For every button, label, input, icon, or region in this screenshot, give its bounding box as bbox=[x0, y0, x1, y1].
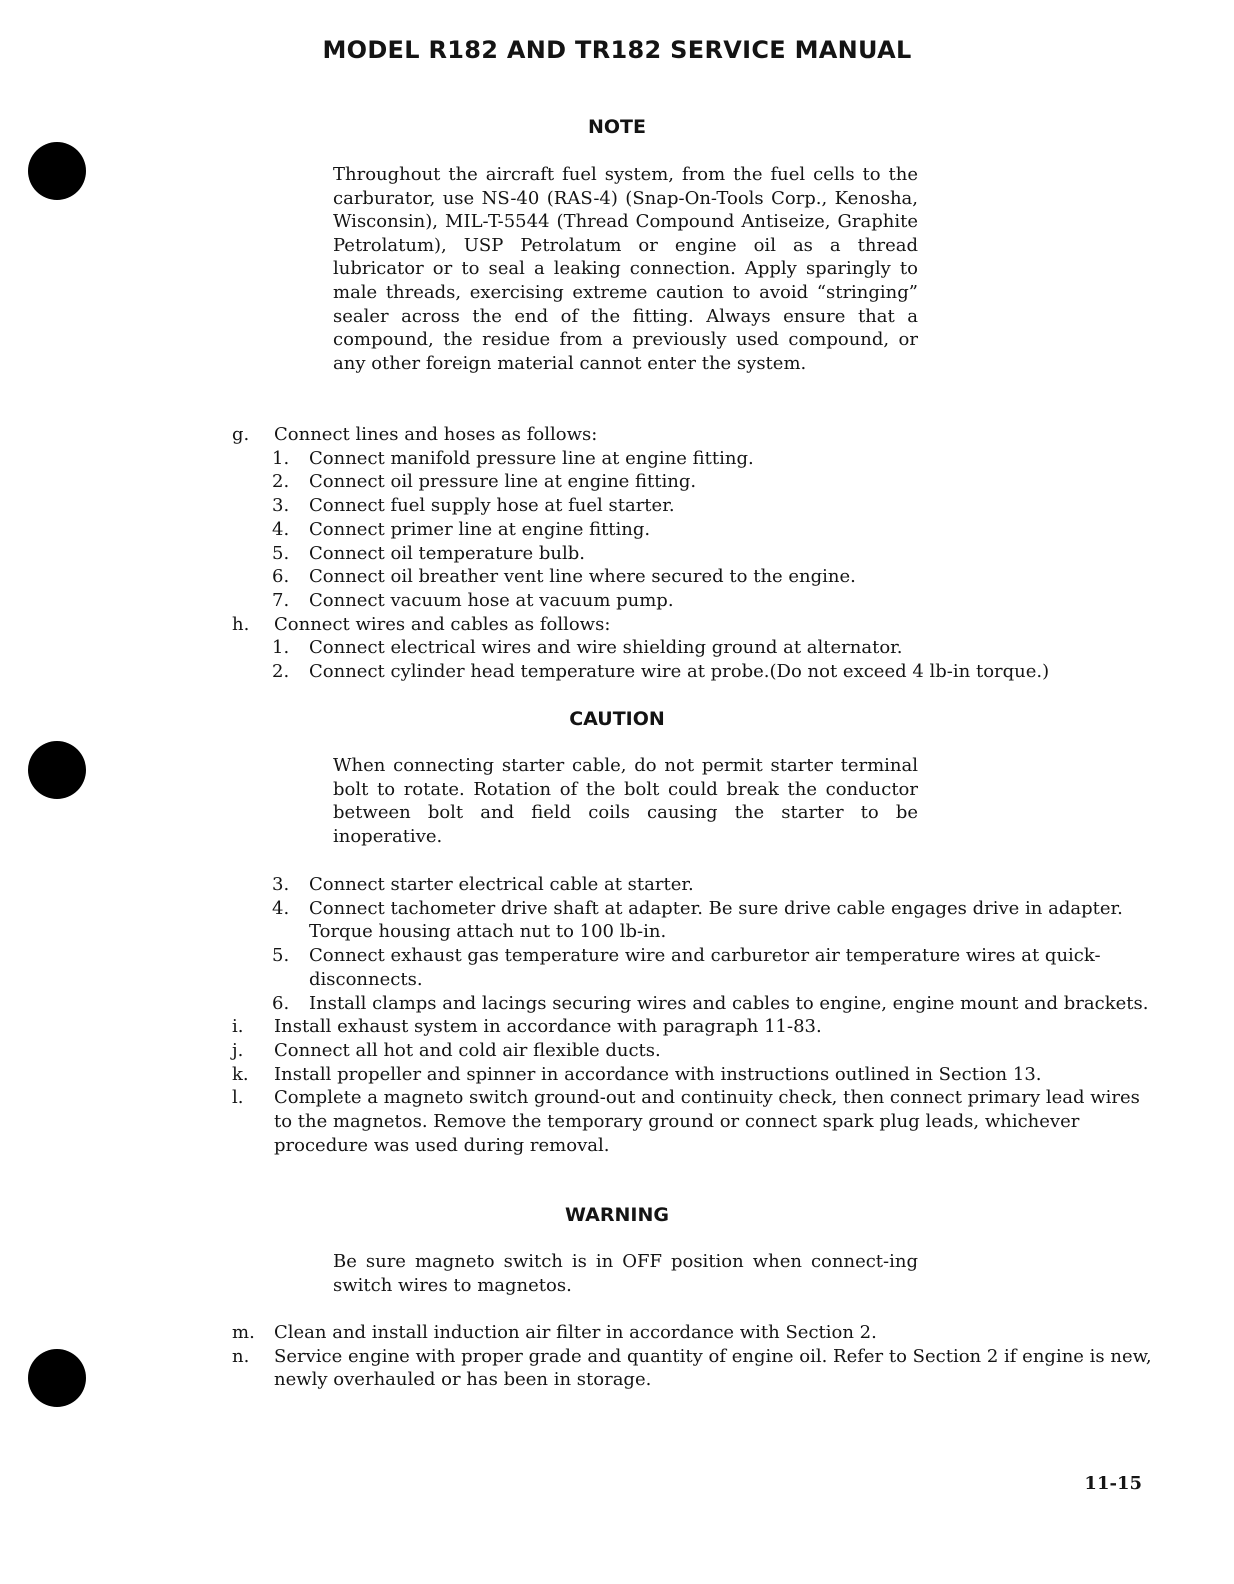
step-label: n. bbox=[232, 1345, 250, 1367]
caution-heading: CAUTION bbox=[569, 708, 665, 730]
item-text: Connect oil pressure line at engine fitting. bbox=[309, 471, 697, 493]
list-item bbox=[232, 470, 1152, 494]
step-m bbox=[232, 1321, 1152, 1345]
step-label: h. bbox=[232, 613, 250, 635]
item-text: Connect oil breather vent line where secured to the engine. bbox=[309, 566, 856, 588]
step-text: Clean and install induction air filter in accordance with Section 2. bbox=[274, 1322, 877, 1343]
steps-g-h bbox=[232, 423, 1152, 684]
item-number: 3. bbox=[272, 495, 290, 517]
step-label: i. bbox=[232, 1016, 244, 1038]
step-text: Connect all hot and cold air flexible ducts. bbox=[274, 1039, 661, 1061]
list-item bbox=[232, 589, 1152, 613]
step-l bbox=[232, 1086, 1152, 1157]
list-item bbox=[232, 992, 1152, 1016]
warning-heading: WARNING bbox=[565, 1204, 669, 1226]
item-text: Connect exhaust gas temperature wire and carburetor air temperature wires at quick-disconnects. bbox=[309, 945, 1101, 990]
list-item bbox=[232, 565, 1152, 589]
item-text: Connect starter electrical cable at starter. bbox=[309, 874, 694, 895]
item-number: 2. bbox=[272, 471, 290, 493]
item-number: 6. bbox=[272, 566, 290, 588]
steps-m-n bbox=[232, 1321, 1152, 1392]
list-item bbox=[232, 447, 1152, 471]
item-number: 6. bbox=[272, 992, 290, 1014]
item-text: Install clamps and lacings securing wires and cables to engine, engine mount and brackets. bbox=[309, 992, 1149, 1014]
step-text: Connect wires and cables as follows: bbox=[274, 613, 611, 635]
item-number: 1. bbox=[272, 637, 290, 659]
item-number: 3. bbox=[272, 874, 290, 895]
steps-h-cont-i-l bbox=[232, 873, 1152, 1157]
caution-text: When connecting starter cable, do not permit starter terminal bolt to rotate. Rotation of the bolt could break the conductor between bolt and field coils causing the starter to be inoperative. bbox=[333, 755, 918, 847]
item-number: 4. bbox=[272, 518, 290, 540]
list-item bbox=[232, 944, 1152, 991]
list-item bbox=[232, 494, 1152, 518]
page-title: MODEL R182 AND TR182 SERVICE MANUAL bbox=[322, 36, 912, 64]
binder-hole-middle bbox=[28, 741, 86, 799]
item-text: Connect oil temperature bulb. bbox=[309, 542, 585, 564]
item-number: 7. bbox=[272, 589, 290, 611]
warning-text: Be sure magneto switch is in OFF position when connect-ing switch wires to magnetos. bbox=[333, 1251, 918, 1296]
item-text: Connect tachometer drive shaft at adapter. Be sure drive cable engages drive in adapter. Torque housing attach nut to 100 lb-in. bbox=[309, 897, 1123, 943]
item-text: Connect electrical wires and wire shielding ground at alternator. bbox=[309, 637, 903, 659]
note-text: Throughout the aircraft fuel system, from the fuel cells to the carburator, use NS-40 (RAS-4) (Snap-On-Tools Corp., Kenosha, Wisconsin), MIL-T-5544 (Thread Compound Antiseize, Graphite Petrolatum), USP Petrolatum or engine oil as a thread lubricator or to seal a leaking connection. Apply sparingly to male threads, exercising extreme caution to avoid “stringing” sealer across the end of the fitting. Always ensure that a compound, the residue from a previously used compound, or any other foreign material cannot enter the system. bbox=[333, 164, 918, 374]
item-number: 4. bbox=[272, 897, 290, 919]
step-text: Connect lines and hoses as follows: bbox=[274, 424, 598, 445]
step-label: j. bbox=[232, 1039, 244, 1061]
step-n bbox=[232, 1345, 1152, 1392]
step-text: Install propeller and spinner in accordance with instructions outlined in Section 13. bbox=[274, 1063, 1042, 1085]
item-text: Connect fuel supply hose at fuel starter. bbox=[309, 495, 675, 517]
step-g bbox=[232, 423, 1152, 447]
item-number: 5. bbox=[272, 542, 290, 564]
item-number: 1. bbox=[272, 447, 290, 469]
note-heading: NOTE bbox=[588, 116, 646, 138]
item-text: Connect cylinder head temperature wire at probe.(Do not exceed 4 lb-in torque.) bbox=[309, 661, 1050, 683]
item-text: Connect vacuum hose at vacuum pump. bbox=[309, 589, 674, 611]
step-text: Service engine with proper grade and quantity of engine oil. Refer to Section 2 if engine is new, newly overhauled or has been in storage. bbox=[274, 1345, 1152, 1391]
binder-hole-top bbox=[28, 142, 86, 200]
step-h bbox=[232, 613, 1152, 637]
step-k bbox=[232, 1063, 1152, 1087]
item-text: Connect primer line at engine fitting. bbox=[309, 518, 651, 540]
item-text: Connect manifold pressure line at engine fitting. bbox=[309, 447, 754, 469]
step-label: m. bbox=[232, 1322, 255, 1343]
item-number: 2. bbox=[272, 661, 290, 683]
step-label: l. bbox=[232, 1087, 244, 1109]
item-number: 5. bbox=[272, 945, 290, 967]
step-text: Complete a magneto switch ground-out and continuity check, then connect primary lead wires to the magnetos. Remove the temporary ground or connect spark plug leads, whichever procedure was used during removal. bbox=[274, 1087, 1140, 1156]
binder-hole-bottom bbox=[28, 1349, 86, 1407]
step-label: k. bbox=[232, 1063, 249, 1085]
list-item bbox=[232, 660, 1152, 684]
list-item bbox=[232, 873, 1152, 897]
list-item bbox=[232, 897, 1152, 944]
page-number: 11-15 bbox=[1084, 1473, 1142, 1494]
step-j bbox=[232, 1039, 1152, 1063]
list-item bbox=[232, 636, 1152, 660]
step-label: g. bbox=[232, 424, 250, 445]
step-text: Install exhaust system in accordance with paragraph 11-83. bbox=[274, 1016, 822, 1038]
list-item bbox=[232, 542, 1152, 566]
step-i bbox=[232, 1015, 1152, 1039]
list-item bbox=[232, 518, 1152, 542]
